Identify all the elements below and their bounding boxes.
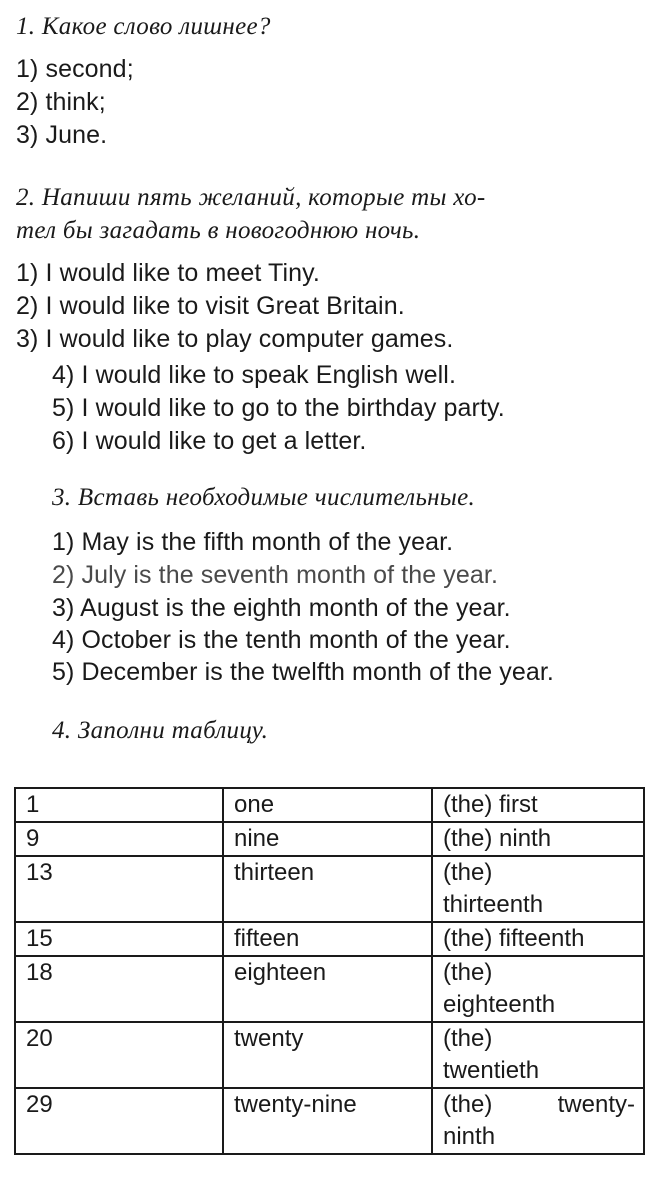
table-cell-number: 13	[15, 856, 223, 922]
task3-item: 1) May is the fifth month of the year.	[52, 528, 454, 556]
task2-item: 6) I would like to get a letter.	[52, 427, 367, 455]
table-cell-cardinal: nine	[223, 822, 432, 856]
task3-item: 3) August is the eighth month of the year.	[52, 594, 511, 622]
table-cell-number: 20	[15, 1022, 223, 1088]
task3-item: 2) July is the seventh month of the year.	[52, 561, 499, 589]
table-row	[15, 822, 644, 856]
table-cell-ordinal	[432, 856, 644, 922]
task2-item: 5) I would like to go to the birthday party.	[52, 394, 505, 422]
task2-item: 2) I would like to visit Great Britain.	[16, 292, 405, 320]
table-cell-cardinal: thirteen	[223, 856, 432, 922]
table-cell-ordinal: (the) fifteenth	[432, 922, 644, 956]
task2-item: 1) I would like to meet Tiny.	[16, 259, 320, 287]
ordinal-line: (the)	[443, 959, 493, 986]
table-row	[15, 1022, 644, 1088]
table-cell-cardinal: twenty-nine	[223, 1088, 432, 1154]
table-cell-cardinal: eighteen	[223, 956, 432, 1022]
table-cell-ordinal	[432, 1088, 644, 1154]
task2-item: 4) I would like to speak English well.	[52, 361, 456, 389]
ordinal-line: twentieth	[443, 1057, 540, 1084]
task1-item: 2) think;	[16, 88, 106, 116]
task1-item: 1) second;	[16, 55, 134, 83]
table-cell-ordinal: (the) first	[432, 788, 644, 822]
task3-heading: 3. Вставь необходимые числительные.	[52, 484, 476, 511]
task3-item: 4) October is the tenth month of the year.	[52, 626, 511, 654]
table-cell-cardinal: fifteen	[223, 922, 432, 956]
task2-heading-line2: тел бы загадать в новогоднюю ночь.	[16, 217, 421, 244]
table-cell-number: 15	[15, 922, 223, 956]
table-row	[15, 922, 644, 956]
ordinal-line: (the) twenty-	[443, 1091, 635, 1118]
task3-item: 5) December is the twelfth month of the year.	[52, 658, 554, 686]
table-row	[15, 956, 644, 1022]
task2-item: 3) I would like to play computer games.	[16, 325, 454, 353]
task1-heading: 1. Какое слово лишнее?	[16, 13, 271, 40]
ordinal-line: (the)	[443, 1025, 493, 1052]
table-cell-number: 1	[15, 788, 223, 822]
table-cell-number: 18	[15, 956, 223, 1022]
table-row	[15, 788, 644, 822]
numerals-table	[14, 787, 645, 1155]
table-cell-cardinal: twenty	[223, 1022, 432, 1088]
table-cell-number: 9	[15, 822, 223, 856]
task2-heading-line1: 2. Напиши пять желаний, которые ты хо-	[16, 184, 486, 211]
table-cell-cardinal: one	[223, 788, 432, 822]
ordinal-line: thirteenth	[443, 891, 544, 918]
table-row	[15, 856, 644, 922]
task1-item: 3) June.	[16, 121, 108, 149]
task4-heading: 4. Заполни таблицу.	[52, 717, 269, 744]
table-cell-ordinal: (the) ninth	[432, 822, 644, 856]
ordinal-line: eighteenth	[443, 991, 556, 1018]
table-cell-ordinal	[432, 1022, 644, 1088]
ordinal-line: (the)	[443, 859, 493, 886]
table-cell-ordinal	[432, 956, 644, 1022]
table-row	[15, 1088, 644, 1154]
table-cell-number: 29	[15, 1088, 223, 1154]
ordinal-line: ninth	[443, 1123, 496, 1150]
